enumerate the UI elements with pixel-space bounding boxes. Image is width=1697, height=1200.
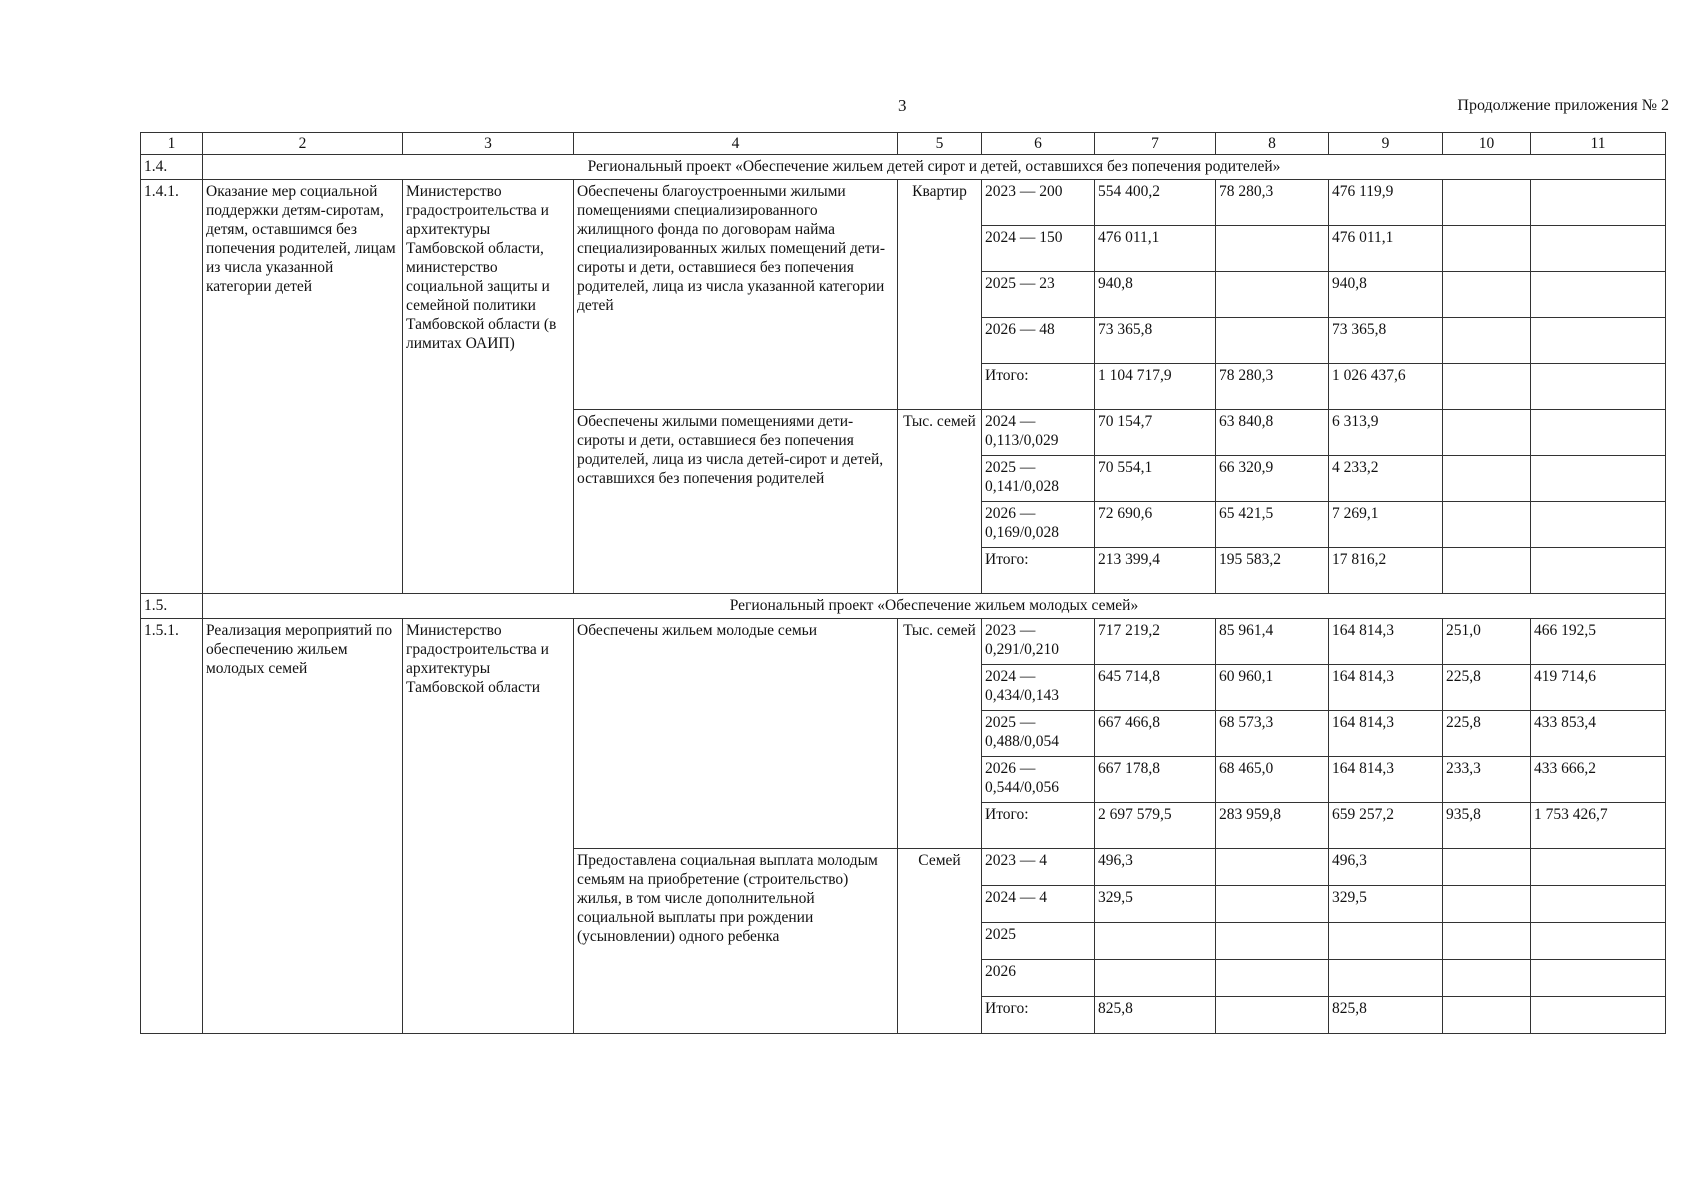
amount-cell: 164 814,3 <box>1329 711 1443 757</box>
amount-cell <box>1095 923 1216 960</box>
amount-cell <box>1443 318 1531 364</box>
amount-cell: 940,8 <box>1095 272 1216 318</box>
amount-cell: 476 011,1 <box>1095 226 1216 272</box>
amount-cell <box>1216 960 1329 997</box>
amount-cell <box>1531 456 1666 502</box>
table-row <box>141 619 1666 665</box>
amount-cell: 717 219,2 <box>1095 619 1216 665</box>
amount-cell: 496,3 <box>1329 849 1443 886</box>
column-header: 4 <box>574 133 898 155</box>
amount-cell: 433 666,2 <box>1531 757 1666 803</box>
amount-cell: 70 154,7 <box>1095 410 1216 456</box>
amount-cell: 164 814,3 <box>1329 665 1443 711</box>
period-cell: 2024 — 0,113/0,029 <box>982 410 1095 456</box>
period-cell: 2025 — 0,488/0,054 <box>982 711 1095 757</box>
amount-cell <box>1531 923 1666 960</box>
amount-cell: 476 119,9 <box>1329 180 1443 226</box>
amount-cell <box>1443 548 1531 594</box>
amount-cell <box>1531 272 1666 318</box>
section-title: Региональный проект «Обеспечение жильем детей сирот и детей, оставшихся без попечения родителей» <box>203 155 1666 180</box>
amount-cell: 329,5 <box>1329 886 1443 923</box>
amount-cell <box>1095 960 1216 997</box>
item-executor: Министерство градостроительства и архитектуры Тамбовской области, министерство социальной защиты и семейной политики Тамбовской области (в лимитах ОАИП) <box>403 180 574 594</box>
section-row <box>141 155 1666 180</box>
amount-cell: 1 026 437,6 <box>1329 364 1443 410</box>
budget-table <box>140 132 1666 1034</box>
amount-cell <box>1531 226 1666 272</box>
column-header: 7 <box>1095 133 1216 155</box>
item-code: 1.4.1. <box>141 180 203 594</box>
amount-cell: 667 466,8 <box>1095 711 1216 757</box>
result-description: Предоставлена социальная выплата молодым семьям на приобретение (строительство) жилья, в том числе дополнительной социальной выплаты при рождении (усыновлении) одного ребенка <box>574 849 898 1034</box>
period-cell: 2025 — 23 <box>982 272 1095 318</box>
amount-cell <box>1216 886 1329 923</box>
amount-cell: 554 400,2 <box>1095 180 1216 226</box>
amount-cell <box>1531 318 1666 364</box>
amount-cell: 659 257,2 <box>1329 803 1443 849</box>
period-cell: Итого: <box>982 548 1095 594</box>
amount-cell: 195 583,2 <box>1216 548 1329 594</box>
period-cell: Итого: <box>982 364 1095 410</box>
amount-cell: 4 233,2 <box>1329 456 1443 502</box>
amount-cell <box>1531 502 1666 548</box>
amount-cell: 433 853,4 <box>1531 711 1666 757</box>
amount-cell: 283 959,8 <box>1216 803 1329 849</box>
amount-cell <box>1216 849 1329 886</box>
result-unit: Тыс. семей <box>898 619 982 849</box>
amount-cell <box>1216 318 1329 364</box>
period-cell: 2026 — 48 <box>982 318 1095 364</box>
item-code: 1.5.1. <box>141 619 203 1034</box>
amount-cell: 68 465,0 <box>1216 757 1329 803</box>
amount-cell: 7 269,1 <box>1329 502 1443 548</box>
amount-cell <box>1443 960 1531 997</box>
amount-cell <box>1443 364 1531 410</box>
amount-cell: 164 814,3 <box>1329 757 1443 803</box>
amount-cell: 65 421,5 <box>1216 502 1329 548</box>
column-header: 6 <box>982 133 1095 155</box>
amount-cell: 72 690,6 <box>1095 502 1216 548</box>
amount-cell <box>1443 456 1531 502</box>
item-name: Оказание мер социальной поддержки детям-сиротам, детям, оставшимся без попечения родителей, лицам из числа указанной категории детей <box>203 180 403 594</box>
amount-cell: 233,3 <box>1443 757 1531 803</box>
amount-cell: 6 313,9 <box>1329 410 1443 456</box>
column-header: 2 <box>203 133 403 155</box>
amount-cell <box>1531 410 1666 456</box>
column-header: 10 <box>1443 133 1531 155</box>
amount-cell: 940,8 <box>1329 272 1443 318</box>
amount-cell: 60 960,1 <box>1216 665 1329 711</box>
period-cell: 2023 — 4 <box>982 849 1095 886</box>
appendix-continuation-header: Продолжение приложения № 2 <box>1457 97 1669 114</box>
amount-cell <box>1216 997 1329 1034</box>
period-cell: 2024 — 4 <box>982 886 1095 923</box>
amount-cell: 1 753 426,7 <box>1531 803 1666 849</box>
amount-cell: 476 011,1 <box>1329 226 1443 272</box>
amount-cell: 496,3 <box>1095 849 1216 886</box>
amount-cell: 225,8 <box>1443 665 1531 711</box>
amount-cell <box>1443 226 1531 272</box>
amount-cell: 251,0 <box>1443 619 1531 665</box>
result-unit: Семей <box>898 849 982 1034</box>
amount-cell: 164 814,3 <box>1329 619 1443 665</box>
amount-cell <box>1531 886 1666 923</box>
amount-cell: 419 714,6 <box>1531 665 1666 711</box>
amount-cell <box>1531 364 1666 410</box>
amount-cell <box>1531 849 1666 886</box>
amount-cell: 825,8 <box>1329 997 1443 1034</box>
item-executor: Министерство градостроительства и архитектуры Тамбовской области <box>403 619 574 1034</box>
amount-cell: 329,5 <box>1095 886 1216 923</box>
page-number: 3 <box>898 96 907 115</box>
result-unit: Тыс. семей <box>898 410 982 594</box>
section-code: 1.5. <box>141 594 203 619</box>
column-number-row <box>141 133 1666 155</box>
period-cell: 2023 — 0,291/0,210 <box>982 619 1095 665</box>
amount-cell <box>1216 272 1329 318</box>
column-header: 3 <box>403 133 574 155</box>
amount-cell: 935,8 <box>1443 803 1531 849</box>
amount-cell: 85 961,4 <box>1216 619 1329 665</box>
period-cell: 2025 — 0,141/0,028 <box>982 456 1095 502</box>
amount-cell: 225,8 <box>1443 711 1531 757</box>
amount-cell <box>1329 923 1443 960</box>
amount-cell: 17 816,2 <box>1329 548 1443 594</box>
section-title: Региональный проект «Обеспечение жильем молодых семей» <box>203 594 1666 619</box>
section-code: 1.4. <box>141 155 203 180</box>
amount-cell: 73 365,8 <box>1329 318 1443 364</box>
amount-cell: 645 714,8 <box>1095 665 1216 711</box>
amount-cell <box>1443 502 1531 548</box>
column-header: 5 <box>898 133 982 155</box>
amount-cell <box>1216 226 1329 272</box>
amount-cell <box>1531 180 1666 226</box>
column-header: 8 <box>1216 133 1329 155</box>
item-name: Реализация мероприятий по обеспечению жильем молодых семей <box>203 619 403 1034</box>
amount-cell: 63 840,8 <box>1216 410 1329 456</box>
amount-cell <box>1531 997 1666 1034</box>
result-description: Обеспечены жильем молодые семьи <box>574 619 898 849</box>
amount-cell <box>1216 923 1329 960</box>
amount-cell <box>1443 410 1531 456</box>
amount-cell: 825,8 <box>1095 997 1216 1034</box>
amount-cell: 667 178,8 <box>1095 757 1216 803</box>
period-cell: 2026 — 0,169/0,028 <box>982 502 1095 548</box>
amount-cell: 70 554,1 <box>1095 456 1216 502</box>
amount-cell <box>1443 997 1531 1034</box>
period-cell: 2026 <box>982 960 1095 997</box>
amount-cell: 466 192,5 <box>1531 619 1666 665</box>
amount-cell <box>1443 923 1531 960</box>
result-description: Обеспечены жилыми помещениями дети-сироты и дети, оставшиеся без попечения родителей, лица из числа детей-сирот и детей, оставшихся без попечения родителей <box>574 410 898 594</box>
column-header: 11 <box>1531 133 1666 155</box>
amount-cell: 2 697 579,5 <box>1095 803 1216 849</box>
period-cell: 2025 <box>982 923 1095 960</box>
period-cell: Итого: <box>982 803 1095 849</box>
amount-cell: 78 280,3 <box>1216 180 1329 226</box>
period-cell: 2026 — 0,544/0,056 <box>982 757 1095 803</box>
column-header: 9 <box>1329 133 1443 155</box>
period-cell: 2023 — 200 <box>982 180 1095 226</box>
period-cell: 2024 — 150 <box>982 226 1095 272</box>
amount-cell: 78 280,3 <box>1216 364 1329 410</box>
table-row <box>141 180 1666 226</box>
section-row <box>141 594 1666 619</box>
result-unit: Квартир <box>898 180 982 410</box>
amount-cell: 1 104 717,9 <box>1095 364 1216 410</box>
amount-cell <box>1329 960 1443 997</box>
result-description: Обеспечены благоустроенными жилыми помещениями специализированного жилищного фонда по договорам найма специализированных жилых помещений дети-сироты и дети, оставшиеся без попечения родителей, лица из числа указанной категории детей <box>574 180 898 410</box>
period-cell: 2024 — 0,434/0,143 <box>982 665 1095 711</box>
amount-cell: 213 399,4 <box>1095 548 1216 594</box>
period-cell: Итого: <box>982 997 1095 1034</box>
amount-cell: 68 573,3 <box>1216 711 1329 757</box>
amount-cell <box>1443 272 1531 318</box>
amount-cell <box>1443 180 1531 226</box>
amount-cell <box>1531 960 1666 997</box>
amount-cell: 66 320,9 <box>1216 456 1329 502</box>
amount-cell <box>1531 548 1666 594</box>
amount-cell <box>1443 849 1531 886</box>
amount-cell: 73 365,8 <box>1095 318 1216 364</box>
column-header: 1 <box>141 133 203 155</box>
amount-cell <box>1443 886 1531 923</box>
